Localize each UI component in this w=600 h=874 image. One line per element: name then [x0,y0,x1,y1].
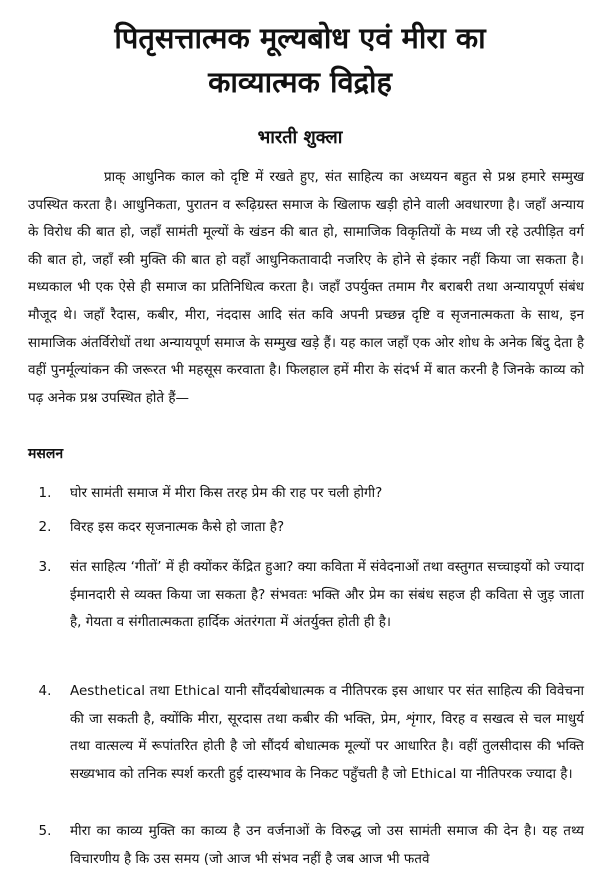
list-item-number: 1. [38,485,52,501]
list-subheading: मसलन [28,446,64,462]
list-item-number: 3. [38,559,52,575]
list-item-number: 2. [38,519,52,535]
list-item [28,818,584,873]
list-item [28,678,584,788]
list-item-text: Aesthetical तथा Ethical यानी सौंदर्यबोधात्मक व नीतिपरक इस आधार पर संत साहित्य की विवेचना की जा सकती है, क्योंकि मीरा, सूरदास तथा कबीर की भक्ति, प्रेम, शृंगार, विरह व सखत्व से चल माधुर्य तथा वात्सल्य में रूपांतरित होती है जो सौंदर्य बोधात्मक मूल्यों पर आधारित है। वहीं तुलसीदास की भक्ति सख्यभाव को तनिक स्पर्श करती हुई दास्यभाव के निकट पहुँचती है जो Ethical या नीतिपरक ज्यादा है। [70,683,584,782]
list-item [28,514,584,542]
list-item [28,554,584,637]
author-name: भारती शुक्ला [257,127,343,148]
list-item [28,480,584,508]
list-item-text: विरह इस कदर सृजनात्मक कैसे हो जाता है? [70,519,285,535]
list-item-text: घोर सामंती समाज में मीरा किस तरह प्रेम की राह पर चली होगी? [70,485,383,501]
list-item-number: 4. [38,683,52,699]
list-item-text: मीरा का काव्य मुक्ति का काव्य है उन वर्जनाओं के विरुद्ध जो उस सामंती समाज की देन है। यह तथ्य विचारणीय है कि उस समय (जो आज भी संभव नहीं है जब आज भी फतवे [70,823,584,867]
article-title-line-2: काव्यात्मक विद्रोह [208,65,392,99]
article-title-line-1: पितृसत्तात्मक मूल्यबोध एवं मीरा का [114,21,486,55]
intro-paragraph: प्राक् आधुनिक काल को दृष्टि में रखते हुए, संत साहित्य का अध्ययन बहुत से प्रश्न हमारे सम्मुख उपस्थित करता है। आधुनिकता, पुरातन व रूढ़िग्रस्त समाज के खिलाफ खड़ी होने वाली अवधारणा है। जहाँ अन्याय के विरोध की बात हो, जहाँ सामंती मूल्यों के खंडन की बात हो, सामाजिक विकृतियों के मध्य जी रहे उत्पीड़ित वर्ग की बात हो, जहाँ स्त्री मुक्ति की बात हो वहाँ आधुनिकतावादी नजरिए के होने से इंकार नहीं किया जा सकता है। मध्यकाल भी एक ऐसे ही समाज का प्रतिनिधित्व करता है। जहाँ उपर्युक्त तमाम गैर बराबरी तथा अन्यायपूर्ण संबंध मौजूद थे। जहाँ रैदास, कबीर, मीरा, नंददास आदि संत कवि अपनी प्रच्छन्न दृष्टि व सृजनात्मकता के साथ, इन सामाजिक अंतर्विरोधों तथा अन्यायपूर्ण समाज के सम्मुख खड़े हैं। यह काल जहाँ एक ओर शोध के अनेक बिंदु देता है वहीं पुनर्मूल्यांकन की जरूरत भी महसूस करवाता है। फिलहाल हमें मीरा के संदर्भ में बात करनी है जिनके काव्य को पढ़ अनेक प्रश्न उपस्थित होते हैं— [28,169,584,406]
list-item-number: 5. [38,823,52,839]
list-item-text: संत साहित्य ‘गीतों’ में ही क्योंकर केंद्रित हुआ? क्या कविता में संवेदनाओं तथा वस्तुगत सच्चाइयों को ज्यादा ईमानदारी से व्यक्त किया जा सकता है? संभवतः भक्ति और प्रेम का संबंध सहज ही कविता से जुड़ जाता है, गेयता व संगीतात्मकता हार्दिक अंतरंगता में अंतर्युक्त होती ही है। [70,559,584,631]
